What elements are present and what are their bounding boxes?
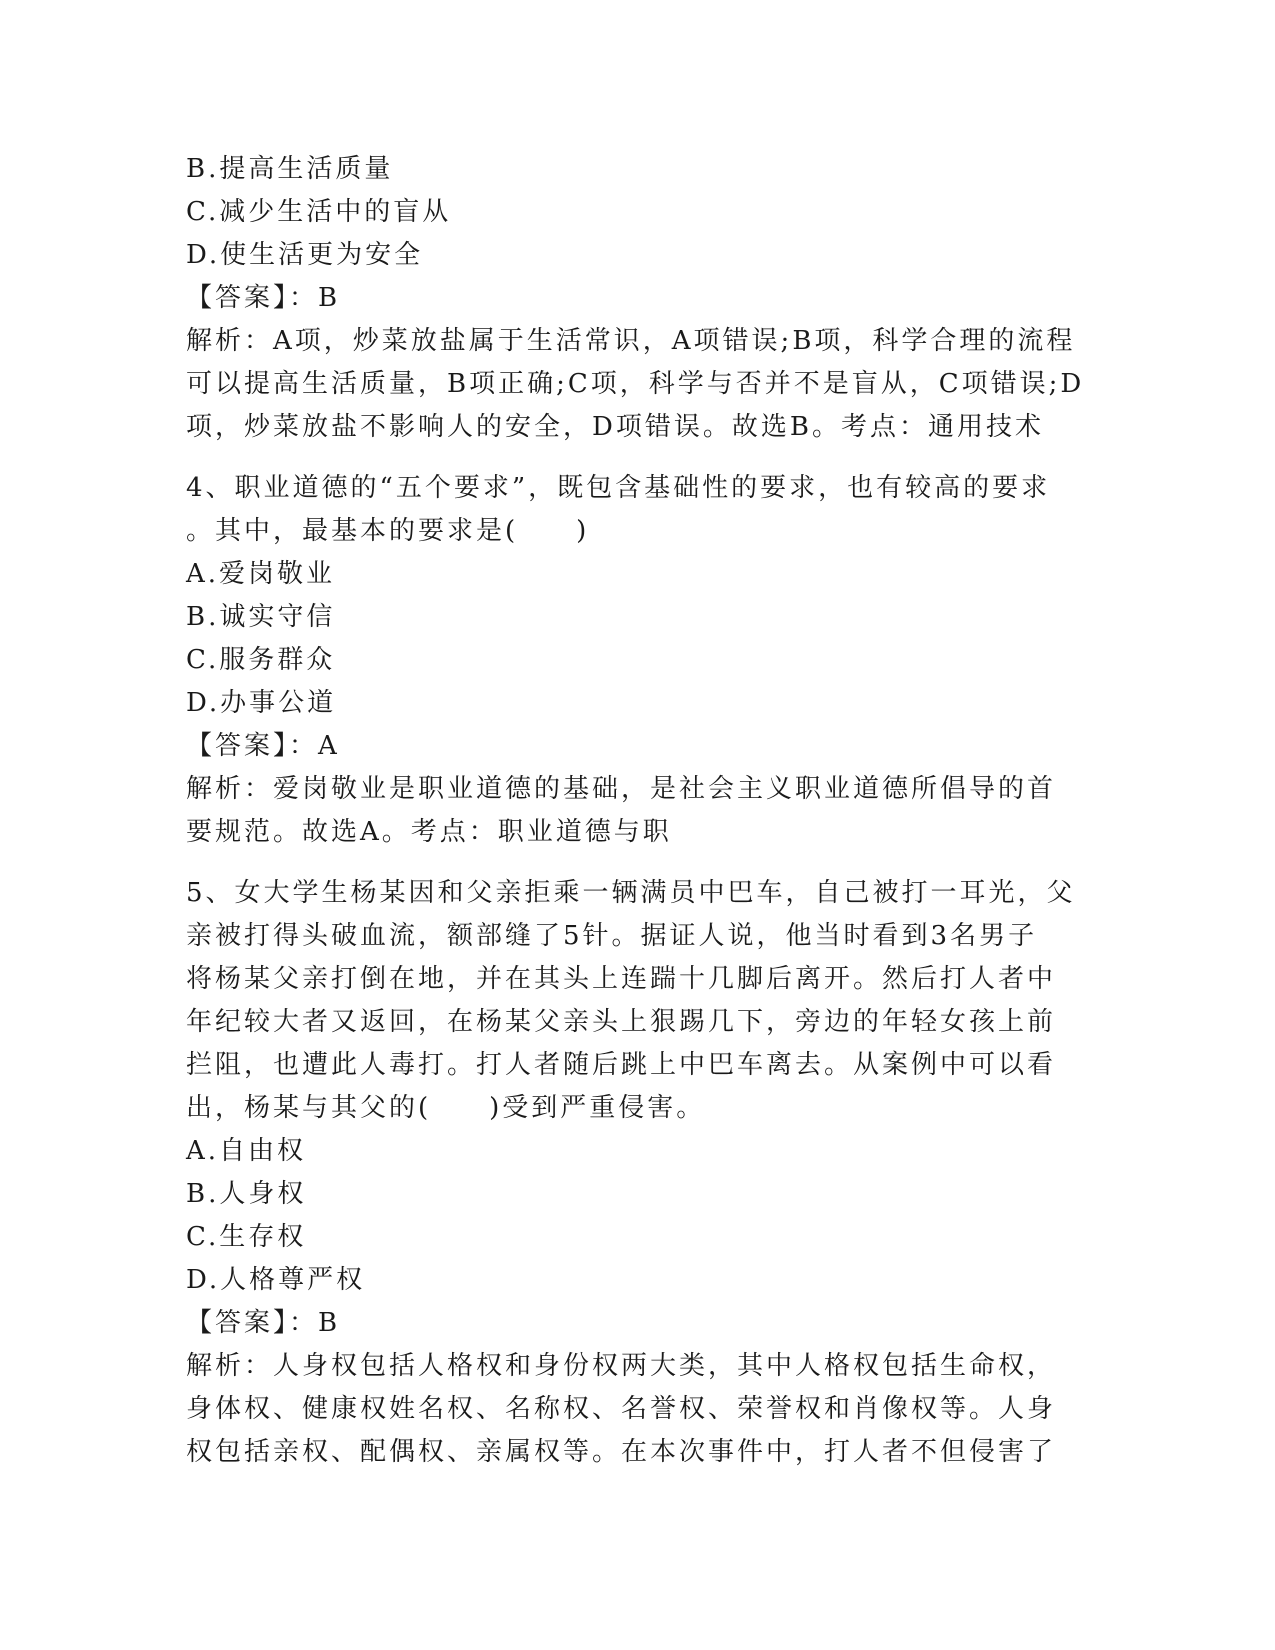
analysis-line: 可以提高生活质量，B项正确;C项，科学与否并不是盲从，C项错误;D xyxy=(186,369,1085,399)
option-b: B.人身权 xyxy=(186,1179,307,1209)
question-stem-line: 。其中，最基本的要求是( ) xyxy=(186,516,590,546)
question-stem-line: 将杨某父亲打倒在地，并在其头上连踹十几脚后离开。然后打人者中 xyxy=(186,964,1057,994)
answer-line: 【答案】：B xyxy=(186,283,341,313)
question-stem-line: 5、女大学生杨某因和父亲拒乘一辆满员中巴车，自己被打一耳光，父 xyxy=(186,878,1076,908)
document-page xyxy=(186,148,1086,1474)
analysis-line: 权包括亲权、配偶权、亲属权等。在本次事件中，打人者不但侵害了 xyxy=(186,1437,1057,1467)
analysis-line: 解析：人身权包括人格权和身份权两大类，其中人格权包括生命权， xyxy=(186,1351,1057,1381)
analysis-line: 身体权、健康权姓名权、名称权、名誉权、荣誉权和肖像权等。人身 xyxy=(186,1394,1057,1424)
question-stem-line: 年纪较大者又返回，在杨某父亲头上狠踢几下，旁边的年轻女孩上前 xyxy=(186,1007,1057,1037)
analysis-line: 解析：A项，炒菜放盐属于生活常识，A项错误;B项，科学合理的流程 xyxy=(186,326,1076,356)
analysis-line: 项，炒菜放盐不影响人的安全，D项错误。故选B。考点：通用技术 xyxy=(186,412,1044,442)
option-b: B.提高生活质量 xyxy=(186,154,394,184)
option-a: A.自由权 xyxy=(186,1136,307,1166)
question-stem-line: 出，杨某与其父的( )受到严重侵害。 xyxy=(186,1093,706,1123)
analysis-line: 要规范。故选A。考点：职业道德与职 xyxy=(186,817,672,847)
answer-line: 【答案】：A xyxy=(186,731,340,761)
question-stem-line: 4、职业道德的“五个要求”，既包含基础性的要求，也有较高的要求 xyxy=(186,473,1051,503)
option-c: C.生存权 xyxy=(186,1222,307,1252)
question-4-block xyxy=(186,467,1086,854)
question-stem-line: 拦阻，也遭此人毒打。打人者随后跳上中巴车离去。从案例中可以看 xyxy=(186,1050,1057,1080)
option-d: D.使生活更为安全 xyxy=(186,240,424,270)
option-d: D.人格尊严权 xyxy=(186,1265,366,1295)
question-5-block xyxy=(186,872,1086,1474)
question-3-block xyxy=(186,148,1086,449)
option-d: D.办事公道 xyxy=(186,688,337,718)
answer-line: 【答案】：B xyxy=(186,1308,341,1338)
option-c: C.减少生活中的盲从 xyxy=(186,197,452,227)
question-stem-line: 亲被打得头破血流，额部缝了5针。据证人说，他当时看到3名男子 xyxy=(186,921,1038,951)
option-a: A.爱岗敬业 xyxy=(186,559,336,589)
option-b: B.诚实守信 xyxy=(186,602,336,632)
analysis-line: 解析：爱岗敬业是职业道德的基础，是社会主义职业道德所倡导的首 xyxy=(186,774,1057,804)
option-c: C.服务群众 xyxy=(186,645,336,675)
